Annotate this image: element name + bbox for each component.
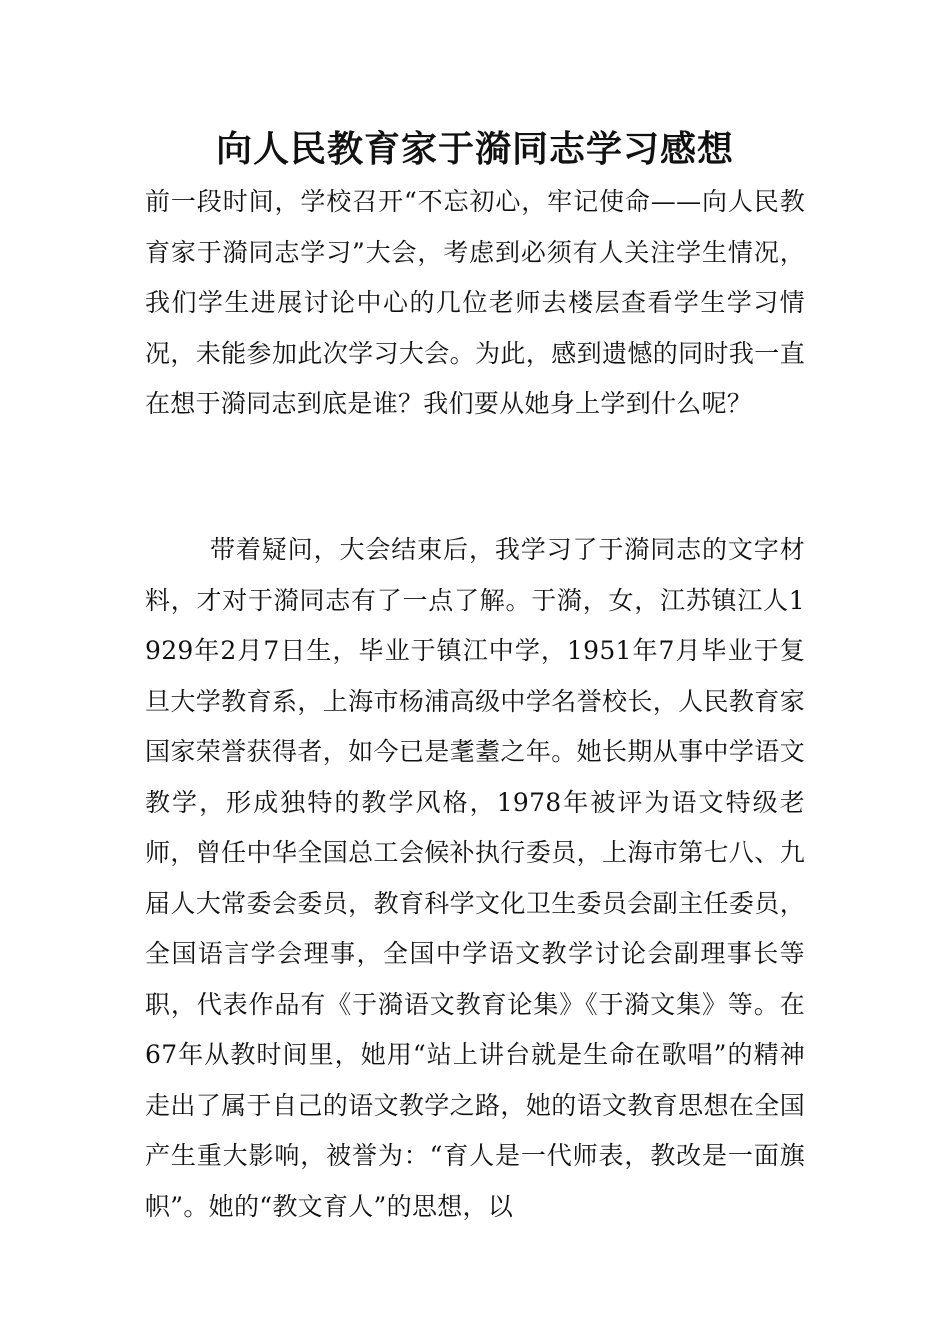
document-title: 向人民教育家于漪同志学习感想: [215, 129, 734, 170]
paragraph-2: 带着疑问，大会结束后，我学习了于漪同志的文字材料，才对于漪同志有了一点了解。于漪，女，江苏镇江人1929年2月7日生，毕业于镇江中学，1951年7月毕业于复旦大学教育系，上海市杨浦高级中学名誉校长，人民教育家国家荣誉获得者，如今已是耄耋之年。她长期从事中学语文教学，形成独特的教学风格，1978年被评为语文特级老师，曾任中华全国总工会候补执行委员，上海市第七八、九届人大常委会委员，教育科学文化卫生委员会副主任委员，全国语言学会理事，全国中学语文教学讨论会副理事长等职，代表作品有《于漪语文教育论集》《于漪文集》等。在67年从教时间里，她用“站上讲台就是生命在歌唱”的精神走出了属于自己的语文教学之路，她的语文教育思想在全国产生重大影响，被誉为：“育人是一代师表，教改是一面旗帜”。她的“教文育人”的思想，以: [145, 535, 805, 1221]
paragraph-1: 前一段时间，学校召开“不忘初心，牢记使命——向人民教育家于漪同志学习”大会，考虑到必须有人关注学生情况，我们学生进展讨论中心的几位老师去楼层查看学生学习情况，未能参加此次学习大会。为此，感到遗憾的同时我一直在想于漪同志到底是谁？我们要从她身上学到什么呢？: [145, 187, 805, 418]
